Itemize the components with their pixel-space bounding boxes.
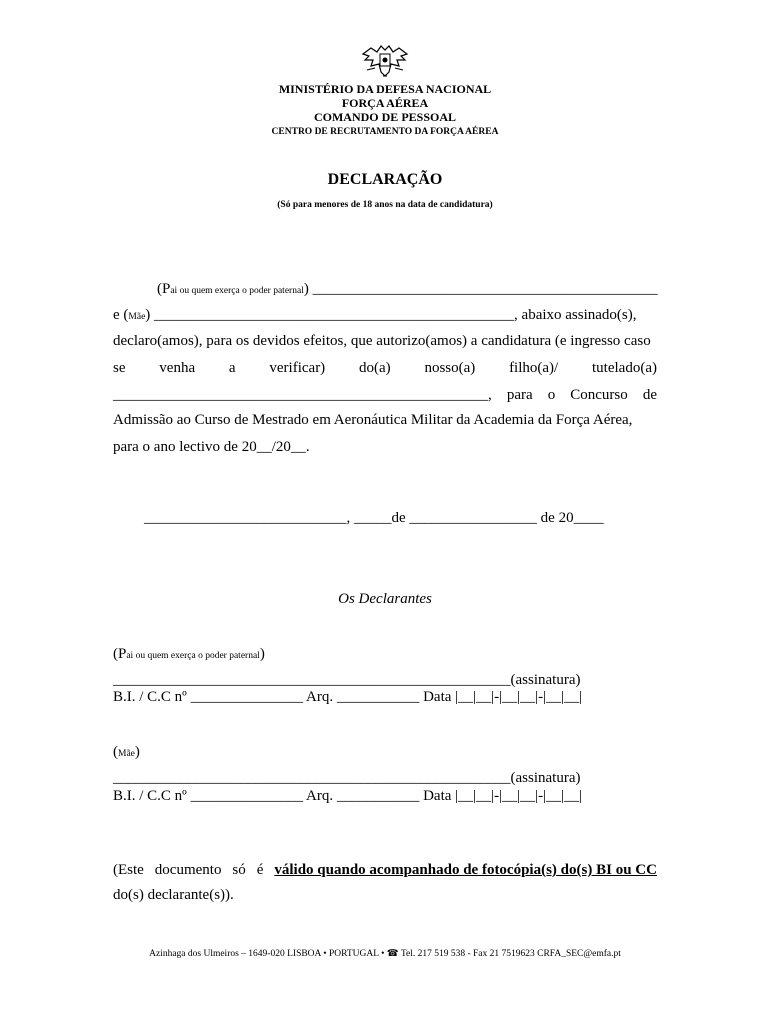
signer2-signature-line: _____________________________________________________(assinatura) — [113, 770, 581, 786]
signer1-id-line: B.I. / C.C nº _______________ Arq. ___________ Data |__|__|-|__|__|-|__|__| — [113, 689, 583, 705]
body-line-4: se venha a verificar) do(a) nosso(a) filho(a)/ tutelado(a) — [113, 360, 657, 376]
page-title: DECLARAÇÃO — [327, 171, 443, 188]
footer-address: Azinhaga dos Ulmeiros – 1649-020 LISBOA • PORTUGAL • ☎ Tel. 217 519 538 - Fax 21 7519623 CRFA_SEC@emfa.pt — [149, 949, 621, 959]
body-line-3: declaro(amos), para os devidos efeitos, que autorizo(amos) a candidatura (e ingresso caso — [113, 333, 651, 349]
signer2-id-line: B.I. / C.C nº _______________ Arq. ___________ Data |__|__|-|__|__|-|__|__| — [113, 788, 583, 804]
mother-label-small: Mãe — [128, 312, 146, 322]
signer1-signature-line: _____________________________________________________(assinatura) — [113, 672, 581, 688]
mother-line: e (Mãe) ________________________________________________, abaixo assinado(s), — [113, 307, 637, 323]
note-line-1: (Este documento só é válido quando acompanhado de fotocópia(s) do(s) BI ou CC — [113, 862, 657, 878]
father-line: (Pai ou quem exerça o poder paternal) ______________________________________________ — [157, 281, 658, 297]
coat-of-arms-emblem — [361, 44, 409, 78]
header-air-force: FORÇA AÉREA — [341, 96, 429, 110]
header-command: COMANDO DE PESSOAL — [313, 110, 456, 124]
body-line-6: Admissão ao Curso de Mestrado em Aeronáutica Militar da Academia da Força Aérea, — [113, 412, 633, 428]
body-line-7: para o ano lectivo de 20__/20__. — [113, 439, 310, 455]
father-name-blank: ______________________________________________ — [308, 281, 658, 297]
signer1-label: (Pai ou quem exerça o poder paternal) — [113, 646, 265, 662]
signer2-label: (Mãe) — [113, 744, 140, 760]
note-emphasis: válido quando acompanhado de fotocópia(s) do(s) BI ou CC — [274, 862, 657, 878]
father-label-small: ai ou quem exerça o poder paternal — [170, 286, 304, 296]
header-ministry: MINISTÉRIO DA DEFESA NACIONAL — [278, 82, 492, 96]
page-subtitle: (Só para menores de 18 anos na data de candidatura) — [277, 200, 493, 210]
note-line-2: do(s) declarante(s)). — [113, 887, 234, 903]
header-centre: CENTRO DE RECRUTAMENTO DA FORÇA AÉREA — [271, 127, 499, 137]
body-line-5: __________________________________________________, para o Concurso de — [113, 387, 657, 403]
place-date-line: ___________________________, _____de _________________ de 20____ — [144, 510, 604, 526]
declarants-heading: Os Declarantes — [338, 591, 432, 607]
